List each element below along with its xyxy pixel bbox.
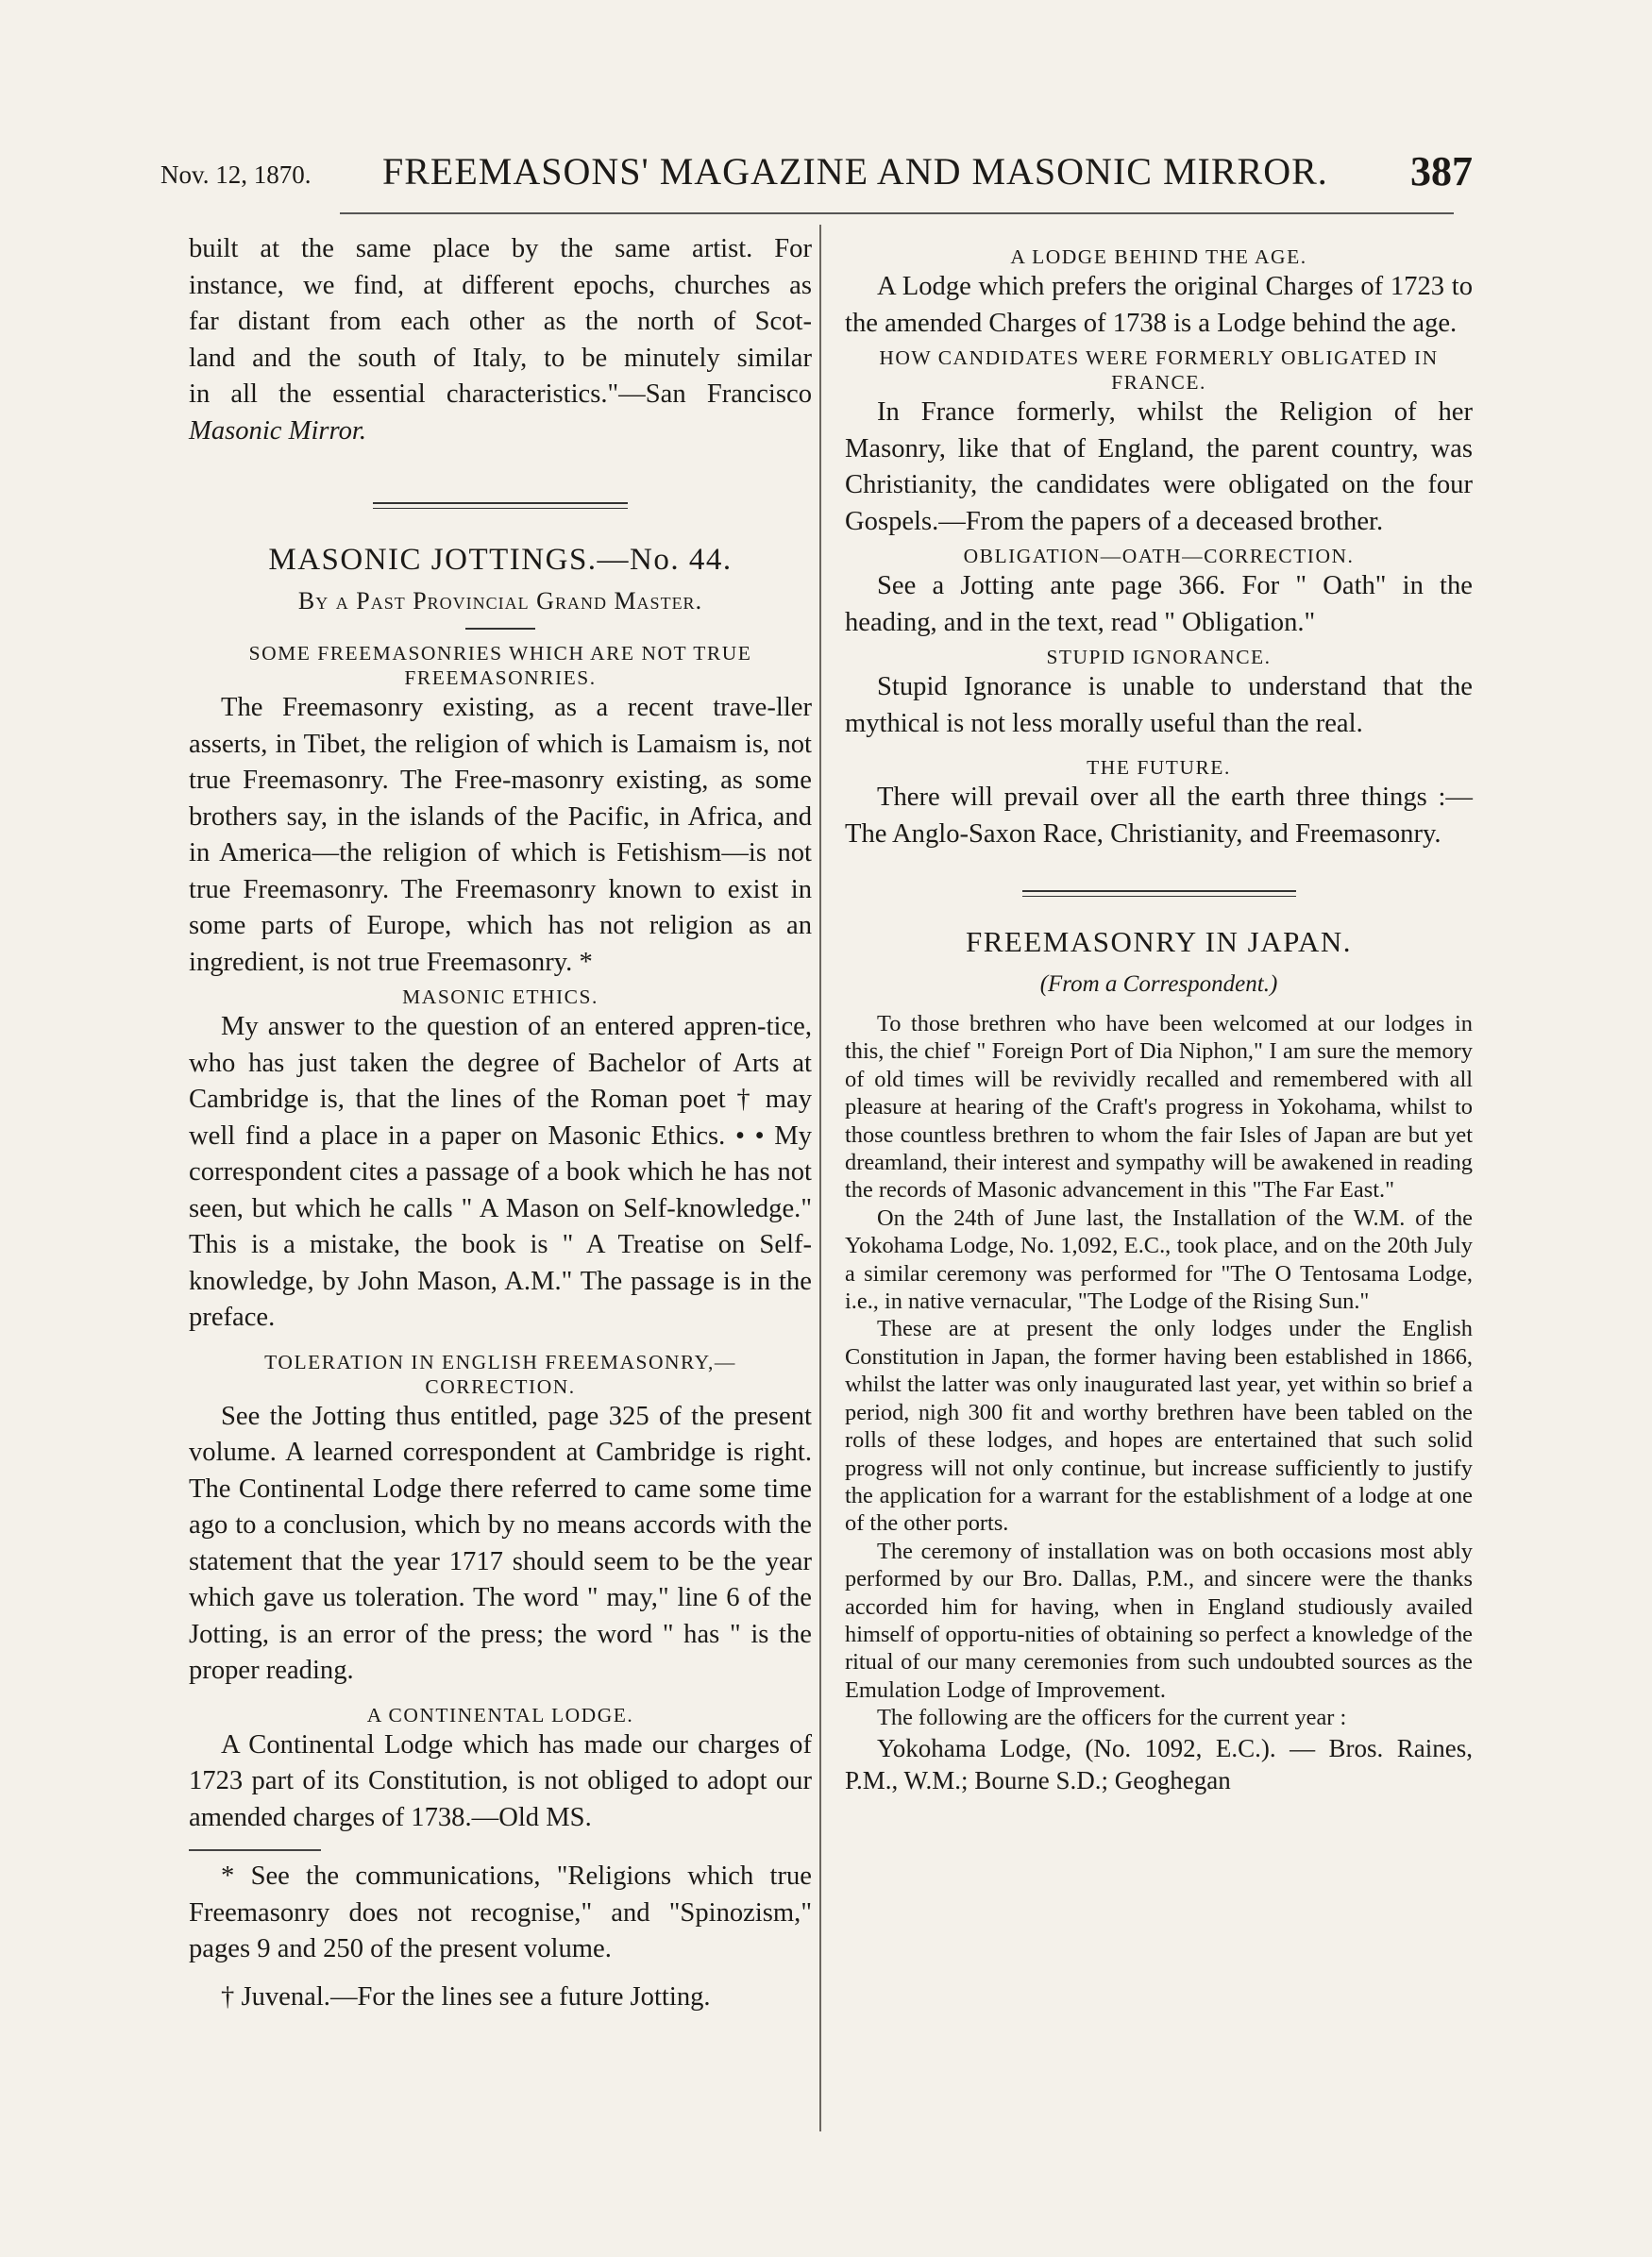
intro-line: in all the essential characteristics."—San Francisco [189,379,812,409]
issue-date: Nov. 12, 1870. [160,160,312,189]
section-body: The Freemasonry existing, as a recent trave-ller asserts, in Tibet, the religion of which is Lamaism is, not true Freemasonry. The Free-masonry existing, as some brothers say, in the islands of the Pacific, in Africa, and in America—the religion of which is Fetishism—is not true Freemasonry. The Freemasonry known to exist in some parts of Europe, which has not religion as an ingredient, is not true Freemasonry. * [189,693,812,977]
article-paragraph: Yokohama Lodge, (No. 1092, E.C.). — Bros. Raines, P.M., W.M.; Bourne S.D.; Geoghegan [845,1733,1473,1794]
section-heading: A CONTINENTAL LODGE. [366,1703,634,1726]
article-paragraph: The following are the officers for the current year : [877,1705,1347,1731]
section-body: My answer to the question of an entered appren-tice, who has just taken the degree of Bachelor of Arts at Cambridge is, that the lines of the Roman poet † may well find a place in a paper on Masonic Ethics. • • My correspondent cites a passage of a book which he has not seen, but which he calls " A Mason on Self-knowledge." This is a mistake, the book is " A Treatise on Self-knowledge, by John Mason, A.M." The passage is in the preface. [189,1012,812,1332]
page-number: 387 [1410,148,1473,194]
footnote: * See the communications, "Religions which true Freemasonry does not recognise," and "Spinozism," pages 9 and 250 of the present volume. [189,1861,812,1963]
article-paragraph: To those brethren who have been welcomed at our lodges in this, the chief " Foreign Port of Dia Niphon," I am sure the memory of old times will be revividly recalled and remembered with all pleasure at hearing of the Craft's progress in Yokohama, whilst to those countless brethren to whom the fair Isles of Japan are but yet dreamland, their interest and sympathy will be awakened in reading the records of Masonic advancement in this "The Far East." [845,1011,1473,1204]
section-body: A Continental Lodge which has made our charges of 1723 part of its Constitution, is not obliged to adopt our amended charges of 1738.—Old MS. [189,1729,812,1832]
article-title: FREEMASONRY IN JAPAN. [965,925,1353,958]
magazine-title: FREEMASONS' MAGAZINE AND MASONIC MIRROR. [382,150,1328,193]
section-heading: STUPID IGNORANCE. [1046,646,1272,668]
intro-continuation [189,231,812,449]
intro-line: instance, we find, at different epochs, churches as [189,270,812,300]
article-byline: By a Past Provincial Grand Master. [297,587,703,615]
section-divider [373,502,628,509]
footnote: † Juvenal.—For the lines see a future Jotting. [221,1981,711,2012]
section-divider [1022,890,1296,897]
section-body: There will prevail over all the earth three things :—The Anglo-Saxon Race, Christianity, and Freemasonry. [845,783,1473,849]
section-body: See the Jotting thus entitled, page 325 of the present volume. A learned correspondent at Cambridge is right. The Continental Lodge there referred to came some time ago to a conclusion, which by no means accords with the statement that the year 1717 should seem to be the year which gave us toleration. The word " may," line 6 of the Jotting, is an error of the press; the word " has " is the proper reading. [189,1401,812,1685]
section-heading: SOME FREEMASONRIES WHICH ARE NOT TRUE FREEMASONRIES. [248,642,752,689]
article-correspondent: (From a Correspondent.) [1039,971,1278,997]
section-body: Stupid Ignorance is unable to understand that the mythical is not less morally useful than the real. [845,672,1473,738]
intro-line: Masonic Mirror. [189,415,366,446]
section-body: A Lodge which prefers the original Charges of 1723 to the amended Charges of 1738 is a Lodge behind the age. [845,272,1473,338]
section-heading: TOLERATION IN ENGLISH FREEMASONRY,— CORRECTION. [264,1350,736,1398]
intro-line: built at the same place by the same artist. For [189,234,812,263]
article-paragraph: On the 24th of June last, the Installation of the W.M. of the Yokohama Lodge, No. 1,092, E.C., took place, and on the 20th July a similar ceremony was performed for "The O Tentosama Lodge, i.e., in native vernacular, "The Lodge of the Rising Sun." [845,1204,1473,1315]
intro-line: far distant from each other as the north of Scot- [189,307,812,336]
section-heading: MASONIC ETHICS. [402,985,598,1008]
article-paragraph: These are at present the only lodges under the English Constitution in Japan, the former having been established in 1866, whilst the latter was only inaugurated last year, yet within so brief a period, nigh 300 fit and worthy brethren have been tabled on the rolls of these lodges, and hopes are entertained that such solid progress will not only continue, but increase sufficiently to justify the application for a warrant for the establishment of a lodge at one of the other ports. [845,1316,1473,1537]
section-heading: OBLIGATION—OATH—CORRECTION. [963,545,1355,567]
short-divider [465,628,535,630]
article-title: MASONIC JOTTINGS.—No. 44. [268,543,733,577]
article-paragraph: The ceremony of installation was on both occasions most ably performed by our Bro. Dallas, P.M., and sincere were the thanks accorded him for having, when in England studiously availed himself of opportu-nities of obtaining so perfect a knowledge of the ritual of our many ceremonies from such undoubted sources as the Emulation Lodge of Improvement. [845,1538,1473,1703]
section-body: See a Jotting ante page 366. For " Oath" in the heading, and in the text, read " Obligation." [845,571,1473,637]
section-heading: A LODGE BEHIND THE AGE. [1010,245,1307,268]
page-header [151,132,1473,198]
section-heading: HOW CANDIDATES WERE FORMERLY OBLIGATED IN FRANCE. [879,346,1439,394]
column-divider [819,225,821,2131]
section-heading: THE FUTURE. [1087,756,1231,779]
footnote-rule [189,1849,321,1851]
right-column [845,231,1473,1796]
intro-line: land and the south of Italy, to be minutely similar [189,343,812,373]
header-rule [340,212,1454,214]
section-body: In France formerly, whilst the Religion of her Masonry, like that of England, the parent country, was Christianity, the candidates were obligated on the four Gospels.—From the papers of a deceased brother. [845,397,1473,536]
left-column [189,231,812,2015]
